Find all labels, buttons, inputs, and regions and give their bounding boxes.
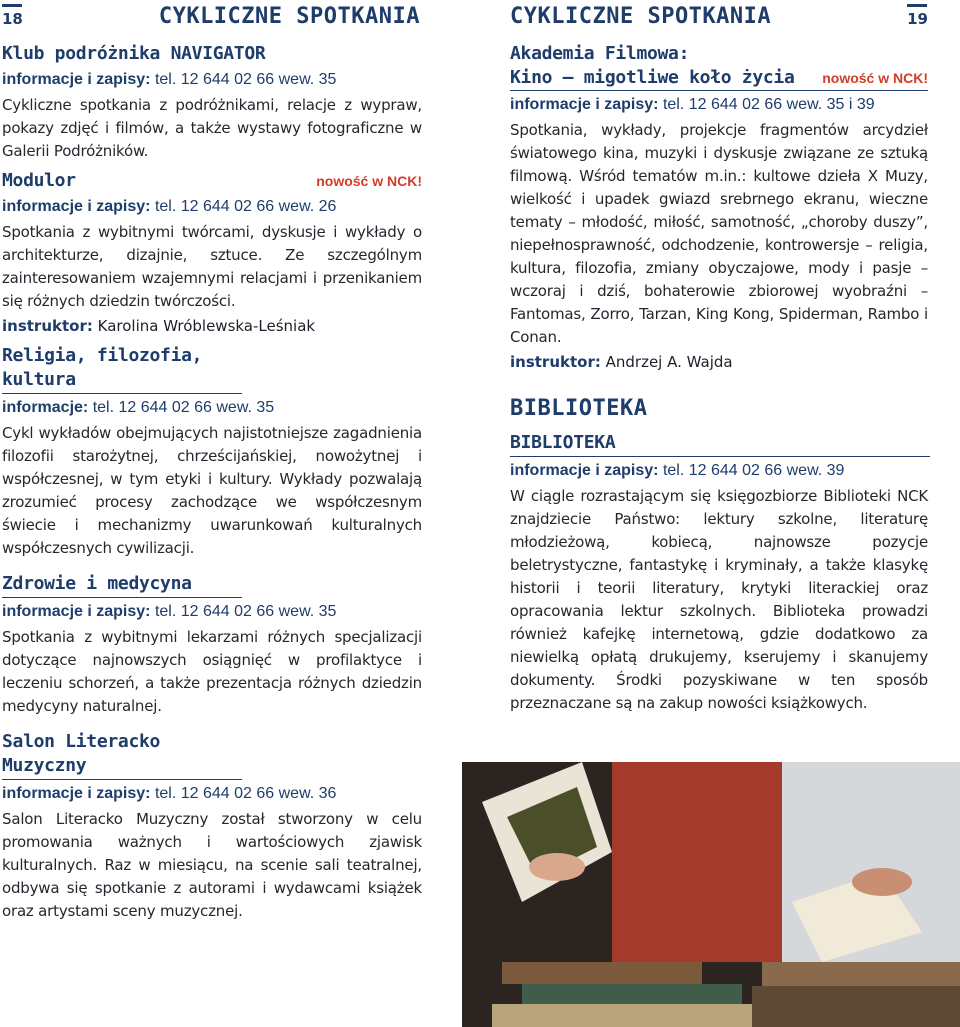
- info-line: [510, 95, 928, 115]
- book-spine: [522, 984, 742, 1004]
- section-salon: [2, 730, 422, 923]
- book-spine: [762, 962, 960, 986]
- instructor-label: instruktor:: [2, 317, 93, 335]
- page-header: CYKLICZNE SPOTKANIA: [158, 4, 420, 29]
- info-value: tel. 12 644 02 66 wew. 35: [154, 71, 337, 88]
- section-title-line2: Kino – migotliwe koło życia: [510, 67, 795, 88]
- section-text: Spotkania, wykłady, projekcje fragmentów arcydzieł światowego kina, muzyki i dyskusje związane ze sztuką filmową. Wśród tematów m.in.: kultowe dzieła X Muzy, wielkość i upadek gwiazd srebrnego ekranu, wieczne tematy – młodość, miłość, samotność, „choroby duszy”, niepełnosprawność, odchodzenie, kontrowersje – religia, kultura, filozofia, zmiany obyczajowe, mody i pasje – wczoraj i dziś, bohaterowie zbiorowej wyobraźni – Fantomas, Zorro, Tarzan, King Kong, Spiderman, Rambo i Conan.: [510, 121, 928, 346]
- info-line: [2, 784, 422, 804]
- info-label: informacje i zapisy:: [2, 71, 151, 88]
- section-modulor: [2, 169, 422, 338]
- right-content: [510, 42, 928, 715]
- section-text: Cykl wykładów obejmujących najistotniejsze zagadnienia filozofii starożytnej, chrześcijańskiej, nowożytnej i współczesnej, w tym etyki i kultury. Wykłady pozwalają zrozumieć procesy zachodzące we współczesnym świecie i mechanizmy uwarunkowań kulturalnych współczesnych cywilizacji.: [2, 424, 422, 557]
- hand: [529, 853, 585, 881]
- instructor-name: Andrzej A. Wajda: [605, 353, 733, 371]
- section-header-row: [2, 169, 422, 193]
- section-text: W ciągle rozrastającym się księgozbiorze Biblioteki NCK znajdziecie Państwo: lektury szkolne, literaturę młodzieżową, kobiecą, najnowsze pozycje beletrystyczne, fantastykę i kryminały, a także klasykę historii i teorii literatury, krytyki literackiej oraz opracowania lektur szkolnych. Biblioteka prowadzi również kafejkę internetową, gdzie dodatkowo za niewielką opłatą drukujemy, kserujemy i skanujemy dokumenty. Środki pozyskiwane w ten sposób przeznaczane są na zakup nowości książkowych.: [510, 487, 928, 712]
- info-label: informacje i zapisy:: [2, 198, 151, 215]
- info-line: [2, 70, 422, 90]
- info-value: tel. 12 644 02 66 wew. 35 i 39: [662, 96, 875, 113]
- info-label: informacje:: [2, 399, 89, 416]
- section-title: BIBLIOTEKA: [510, 431, 930, 457]
- instructor-name: Karolina Wróblewska-Leśniak: [97, 317, 316, 335]
- section-text: Cykliczne spotkania z podróżnikami, relacje z wypraw, pokazy zdjęć i filmów, a także wystawy fotograficzne w Galerii Podróżników.: [2, 96, 422, 160]
- instructor-line: [510, 351, 928, 374]
- info-value: tel. 12 644 02 66 wew. 39: [662, 462, 845, 479]
- info-line: [2, 197, 422, 217]
- book-spine: [492, 1004, 752, 1027]
- section-zdrowie: [2, 572, 422, 718]
- new-badge: nowość w NCK!: [316, 173, 422, 189]
- book-spine: [752, 986, 960, 1027]
- hand: [852, 868, 912, 896]
- books-illustration: [462, 762, 960, 1027]
- info-label: informacje i zapisy:: [2, 603, 151, 620]
- library-heading: BIBLIOTEKA: [510, 396, 648, 421]
- info-value: tel. 12 644 02 66 wew. 35: [92, 399, 275, 416]
- section-title: Zdrowie i medycyna: [2, 572, 242, 598]
- page-number: 19: [907, 10, 928, 28]
- section-title: Klub podróżnika NAVIGATOR: [2, 43, 266, 64]
- section-text: Salon Literacko Muzyczny został stworzony w celu promowania ważnych i wartościowych zjawisk kulturalnych. Raz w miesiącu, na scenie sali teatralnej, odbywa się spotkanie z autorami i wydawcami książek oraz artystami sceny muzycznej.: [2, 810, 422, 920]
- books-photo: [462, 762, 960, 1027]
- section-library: [510, 431, 928, 715]
- section-title: Modulor: [2, 170, 76, 191]
- section-header-row: [510, 66, 928, 91]
- section-title: Religia, filozofia, kultura: [2, 344, 242, 394]
- info-label: informacje i zapisy:: [510, 96, 659, 113]
- left-content: [2, 42, 422, 923]
- info-line: [2, 602, 422, 622]
- page-header: CYKLICZNE SPOTKANIA: [510, 4, 772, 29]
- book-spine: [502, 962, 702, 984]
- page-number: 18: [2, 10, 23, 28]
- info-value: tel. 12 644 02 66 wew. 26: [154, 198, 337, 215]
- section-title: Salon Literacko Muzyczny: [2, 730, 242, 780]
- red-top: [612, 762, 782, 962]
- section-text: Spotkania z wybitnymi lekarzami różnych specjalizacji dotyczące najnowszych osiągnięć w profilaktyce i leczeniu schorzeń, a także prezentacja różnych dziedzin medycyny naturalnej.: [2, 628, 422, 715]
- section-title-line1: Akademia Filmowa:: [510, 43, 690, 64]
- instructor-line: [2, 315, 422, 338]
- info-line: [2, 398, 422, 418]
- section-text: Spotkania z wybitnymi twórcami, dyskusje i wykłady o architekturze, dizajnie, sztuce. Ze szczególnym zainteresowaniem wzajemnymi relacjami i przenikaniem się różnych dziedzin twórczości.: [2, 223, 422, 310]
- info-line: [510, 461, 928, 481]
- section-religia: [2, 344, 422, 560]
- info-value: tel. 12 644 02 66 wew. 36: [154, 785, 337, 802]
- new-badge: nowość w NCK!: [822, 70, 928, 86]
- info-label: informacje i zapisy:: [510, 462, 659, 479]
- section-film: [510, 42, 928, 374]
- info-label: informacje i zapisy:: [2, 785, 151, 802]
- section-navigator: [2, 42, 422, 163]
- left-page: [0, 0, 422, 1027]
- info-value: tel. 12 644 02 66 wew. 35: [154, 603, 337, 620]
- instructor-label: instruktor:: [510, 353, 601, 371]
